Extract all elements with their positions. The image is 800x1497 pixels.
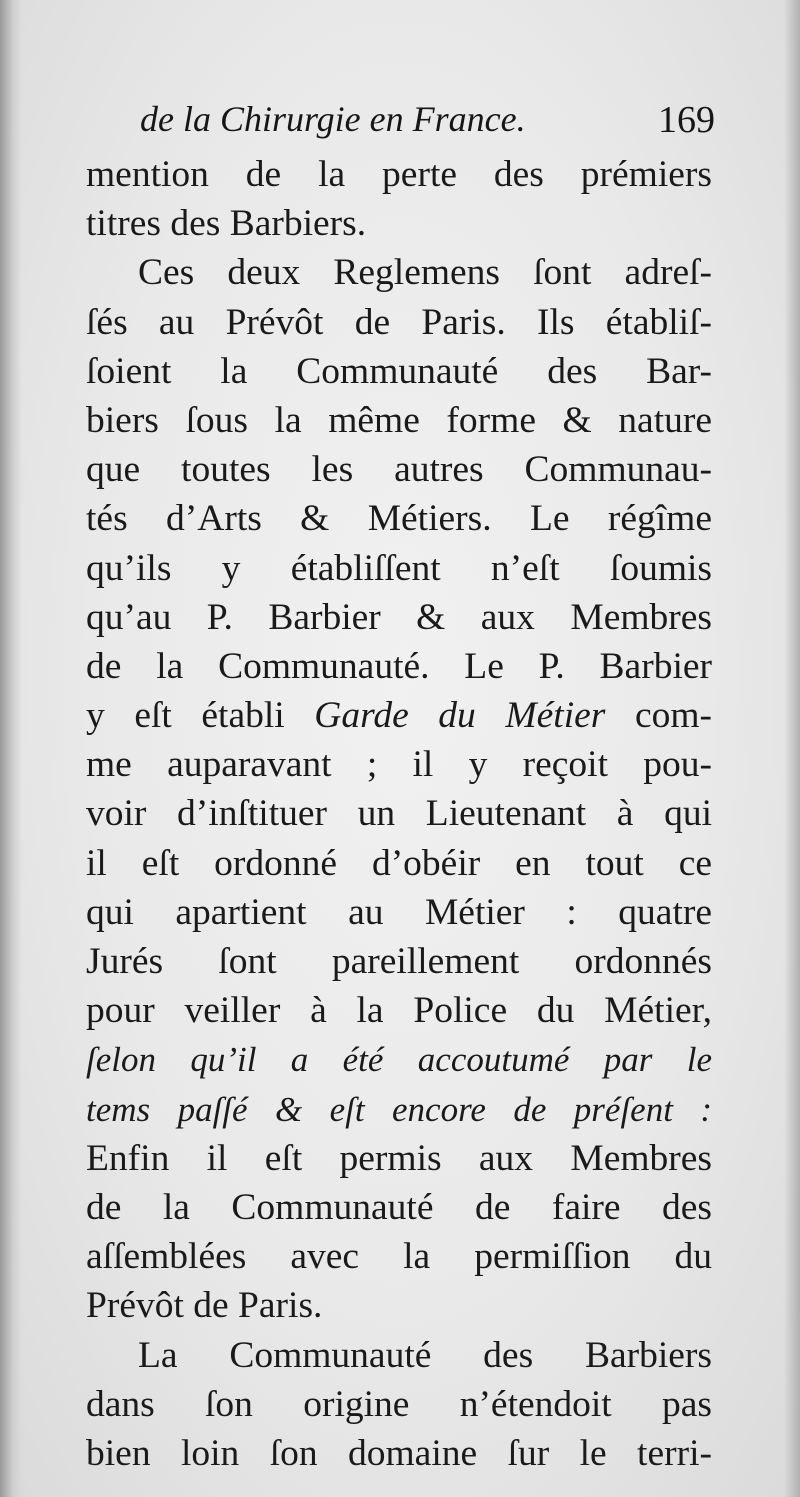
text-line: ſoient la Communauté des Bar- [86, 350, 712, 392]
text-line: Jurés ſont pareillement ordonnés [86, 941, 712, 982]
text-line: pour veiller à la Police du Métier, [86, 990, 712, 1032]
text-line-with-italic [86, 691, 712, 740]
text-line: qui apartient au Métier : quatre [86, 891, 712, 933]
text-line: bien loin ſon domaine ſur le terri- [86, 1432, 712, 1474]
text-line: voir d’inſtituer un Lieutenant à qui [86, 793, 712, 835]
page-edge-shadow-left [0, 0, 22, 1497]
text-line: me auparavant ; il y reçoit pou- [86, 744, 712, 786]
text-line: mention de la perte des prémiers [86, 154, 712, 195]
text-line: qu’au P. Barbier & aux Membres [86, 596, 712, 638]
italic-text-line: ſelon qu’il a été accoutumé par le [86, 1040, 712, 1080]
running-header [140, 98, 715, 150]
text-line: dans ſon origine n’étendoit pas [86, 1383, 712, 1425]
text-line: ſés au Prévôt de Paris. Ils établiſ- [86, 301, 712, 343]
page-edge-shadow-right [784, 0, 800, 1497]
text-line: que toutes les autres Communau- [86, 449, 712, 491]
running-title: de la Chirurgie en France. [140, 99, 526, 139]
text-line: de la Communauté de faire des [86, 1186, 712, 1228]
italic-phrase: Garde du Métier [314, 695, 606, 737]
text-line: Enfin il eſt permis aux Membres [86, 1137, 712, 1179]
text-line: biers ſous la même forme & nature [86, 399, 712, 441]
text-line: qu’ils y établiſſent n’eſt ſoumis [86, 547, 712, 589]
text-line: titres des Barbiers. [86, 203, 367, 245]
paragraph-start-line: La Communauté des Barbiers [138, 1334, 712, 1376]
page-number: 169 [658, 99, 715, 141]
text-line: Prévôt de Paris. [86, 1285, 323, 1327]
text-line: tés d’Arts & Métiers. Le régîme [86, 498, 712, 540]
text-segment: y eſt établi [86, 695, 315, 737]
body-text [86, 150, 712, 1478]
text-line: aſſemblées avec la permiſſion du [86, 1236, 712, 1278]
paragraph-start-line: Ces deux Reglemens ſont adreſ- [138, 252, 712, 294]
italic-text-line: tems paſſé & eſt encore de préſent : [86, 1089, 712, 1129]
text-line: de la Communauté. Le P. Barbier [86, 645, 712, 687]
text-segment: com- [605, 695, 712, 737]
text-line: il eſt ordonné d’obéir en tout ce [86, 842, 712, 884]
